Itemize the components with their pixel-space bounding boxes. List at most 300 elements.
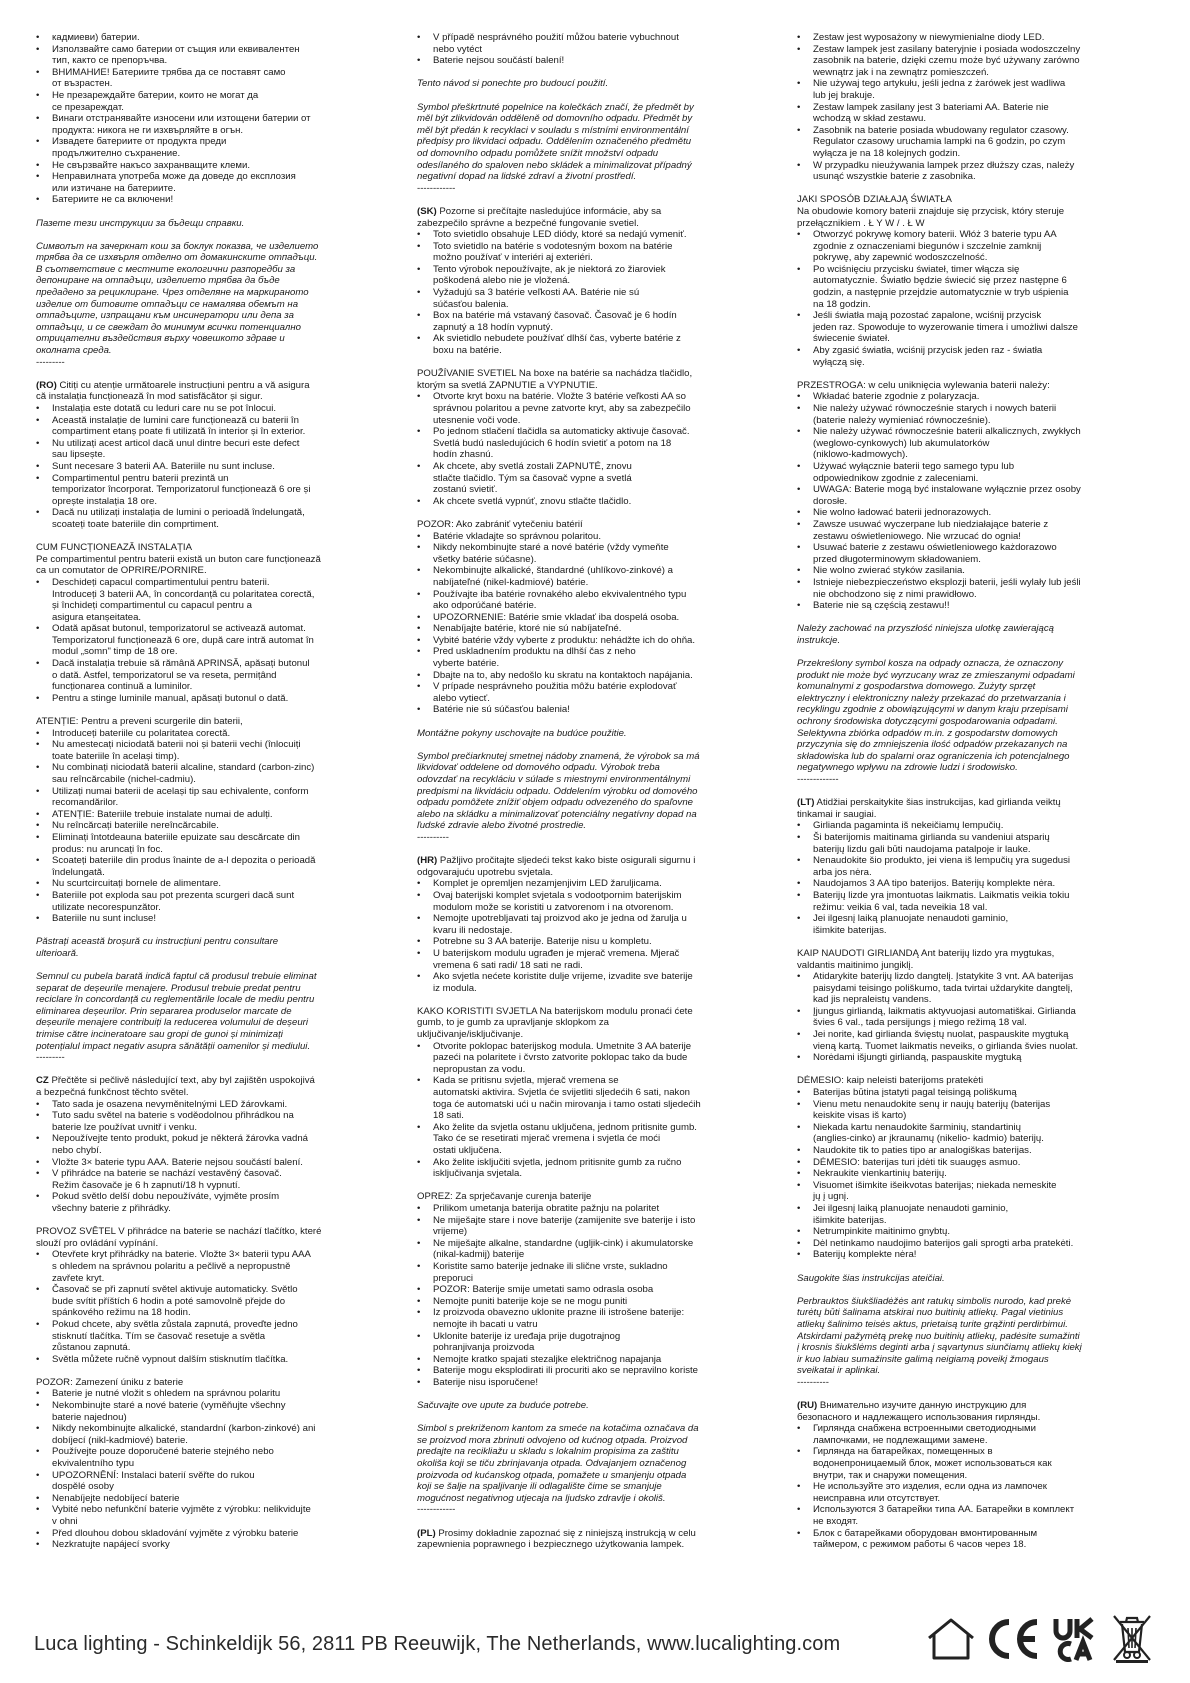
bullet-item [417,287,769,310]
bullet-text: • Nu combinați niciodată baterii alcaline, standard (carbon-zinc) [52,762,315,774]
paragraph-gap [797,1388,1149,1400]
paragraph-gap [36,1064,388,1076]
bullet-text: • Tato sada je osazena nevyměnitelnými LED žárovkami. [52,1098,288,1110]
bullet-continuation: vyberte batérie. [433,658,500,670]
text-column-2 [417,32,769,1592]
italic-note-line: Saugokite šias instrukcijas ateičiai. [797,1272,945,1284]
bullet-text: • Norėdami išjungti girliandą, paspauskite mygtuką [813,1052,1022,1064]
bullet-continuation: от възрастен. [52,78,113,90]
bullet-item [417,496,769,508]
bullet-item [36,1400,388,1423]
bullet-continuation: compartiment etanș poate fi utilizată în interior și în exterior. [52,426,306,438]
bullet-text: • Prilikom umetanja baterija obratite pažnju na polaritet [433,1202,660,1214]
bullet-text: • Deschideți capacul compartimentului pentru baterii. [52,576,270,588]
bullet-text: • Nenaudokite šio produkto, jei viena iš lempučių yra sugedusi [813,855,1071,867]
bullet-text: • Nu reîncărcați bateriile nereîncărcabile. [52,820,219,832]
bullet-item [36,728,388,740]
bullet-item [797,1226,1149,1238]
bullet-item [797,1157,1149,1169]
bullet-item [417,1307,769,1330]
bullet-continuation: sau reîncărcabile (nichel-cadmiu). [52,774,196,785]
bullet-continuation: Režim časovače je 6 h zapnutí/18 h vypnutí. [52,1179,241,1191]
bullet-continuation: przed długoterminowym składowaniem. [813,553,981,565]
bullet-item [36,693,388,705]
bullet-continuation: stisknutí tlačítka. Tím se časovač resetuje a světla [52,1330,266,1342]
language-section-heading [417,206,769,218]
bullet-continuation: utilizate necorespunzător. [52,901,161,913]
bullet-continuation: vrijeme) [433,1226,468,1238]
bullet-continuation: arba jos nėra. [813,866,872,878]
bullet-item [417,623,769,635]
bullet-item [36,507,388,530]
bullet-continuation: v ohni [52,1516,78,1527]
italic-note-line: Atskirdami pažymėtą prekę nuo buitinių atliekų, padėsite sumažinti [797,1330,1080,1342]
bullet-text: • Гирлянда снабжена встроенными светодиодными [813,1423,1036,1435]
text-line: tinkamai ir saugiai. [797,808,877,820]
bullet-text: • Naudokite tik to paties tipo ar analogiškas baterijas. [813,1145,1032,1156]
bullet-continuation: možno používať v interiéri aj exteriéri. [433,252,593,264]
bullet-item [36,90,388,113]
bullet-item [36,473,388,508]
bullet-item [36,762,388,785]
bullet-item [36,1133,388,1156]
italic-note-line: ľudské zdravie alebo životné prostredie. [417,820,587,832]
bullet-continuation: vieną kartą. Tuomet laikmatis neveiks, o girlianda švies nuolat. [813,1040,1079,1052]
bullet-continuation: baterijų lizdu gali būti naudojama patalpoje ir lauke. [813,843,1031,855]
bullet-text: • V prípade nesprávneho použitia môžu batérie explodovať [433,681,677,693]
text-line: zabezpečilo správne a bezpečné fungovanie svetiel. [417,217,639,229]
bullet-item [797,1528,1149,1551]
paragraph-gap [417,1516,769,1528]
bullet-text: • Pred uskladnením produktu na dlhší čas z neho [433,646,636,658]
bullet-continuation: usunąć wszystkie baterie z zasobnika. [813,171,976,183]
bullet-text: • Tento výrobok nepoužívajte, ak je niektorá zo žiaroviek [433,263,666,275]
bullet-item [797,913,1149,936]
bullet-text: • Ne miješajte stare i nove baterije (zamijenite sve baterije i isto [433,1214,696,1226]
bullet-continuation: wyłącza je na 18 kolejnych godzin. [813,147,961,159]
bullet-text: • Baterie nie są częścią zestawu!! [813,600,950,612]
text-line: ---------- [417,831,449,843]
bullet-item [36,1423,388,1446]
bullet-continuation: лампочками, не подлежащими замене. [813,1434,988,1446]
bullet-text: • Eliminați întotdeauna bateriile epuizate sau descărcate din [52,831,300,843]
indoor-house-icon [925,1616,977,1662]
bullet-item [417,1365,769,1377]
bullet-continuation: wyłączą się. [813,356,865,368]
italic-note-line: Tento návod si ponechte pro budoucí použití. [417,78,609,90]
bullet-text: • Įjungus girliandą, laikmatis aktyvuojasi automatiškai. Girlianda [813,1005,1076,1017]
text-column-3 [797,32,1149,1592]
italic-note-line: reciclare în concordanță cu reglementările locale de mediu pentru [36,994,315,1006]
italic-note-line: instrukcje. [797,634,841,646]
bullet-item [797,484,1149,507]
bullet-text: • Използвайте само батерии от същия или еквивалентен [52,43,300,55]
bullet-continuation: asigura etanșeitatea. [52,611,142,623]
bullet-text: • Блок с батарейками оборудован вмонтированным [813,1527,1038,1539]
italic-note-line: turėtų būti šalinama atskirai nuo buitinių atliekų. Pagal vietinius [797,1307,1064,1319]
bullet-text: • Не свързвайте накъсо захранващите клеми. [52,159,251,171]
bullet-continuation: dobíjecí (nikl-kadmiové) baterie. [52,1434,188,1446]
text-line: KAKO KORISTITI SVJETLA Na baterijskom modulu pronaći ćete [417,1005,693,1017]
bullet-item [417,913,769,936]
bullet-text: • Baterijų lizde yra įmontuotas laikmatis. Laikmatis veikia tokiu [813,889,1070,901]
bullet-continuation: ako odporúčané batérie. [433,600,537,612]
bullet-text: • DĖMESIO: baterijas turi įdėti tik suaugęs asmuo. [813,1156,1021,1168]
bullet-continuation: švies 6 val., tada persijungs į miego režimą 18 val. [813,1017,1027,1029]
bullet-text: • Ne miješajte alkalne, standardne (ugljik-cink) i akumulatorske [433,1237,694,1249]
bullet-continuation: všetky batérie súčasne). [433,553,537,565]
bullet-text: • Ši baterijomis maitinama girlianda su vandeniui atsparių [813,831,1050,843]
bullet-text: • Nemojte upotrebljavati taj proizvod ako je jedna od žarulja u [433,913,687,925]
italic-note-line: okoliša koji se tiču zbrinjavanja otpada. Odvajanjem označenog [417,1458,687,1470]
bullet-text: • Jei norite, kad girlianda švięstų nuolat, paspauskite mygtuką [813,1029,1069,1041]
bullet-text: • Dacă instalația trebuie să rămână APRINSĂ, apăsați butonul [52,658,310,670]
bullet-text: • Pokud chcete, aby světla zůstala zapnutá, proveďte jedno [52,1318,298,1330]
bullet-text: • Nekombinujte staré a nové baterie (vyměňujte všechny [52,1400,286,1412]
bullet-continuation: (anglies-cinko) ar įkraunamų (nikelio- kadmio) baterijų. [813,1133,1044,1145]
bullet-continuation: zasobnik na baterie, dzięki czemu może być używany zarówno [813,55,1080,67]
bullet-item [36,1249,388,1284]
bullet-text: • Usuwać baterie z zestawu oświetleniowego każdorazowo [813,542,1057,554]
italic-note-line: отпадъците, изпращани към инсинератори или депа за [36,310,294,322]
bullet-item [36,1528,388,1540]
italic-note-line: proizvoda od kućanskog otpada, pomažete u smanjenju otpada [417,1469,687,1481]
bullet-item [797,577,1149,600]
bullet-item [797,1481,1149,1504]
language-section-heading [417,1528,769,1540]
italic-note-line: recyklingu zgodnie z obowiązującymi w danym kraju przepisami [797,704,1068,716]
bullet-text: • UPOZORNĚNÍ: Instalaci baterií svěřte do rukou [52,1469,255,1481]
bullet-text: • Nepoužívejte tento produkt, pokud je některá žárovka vadná [52,1133,308,1145]
bullet-text: • Această instalație de lumini care funcționează cu baterii în [52,414,299,426]
bullet-text: • Compartimentul pentru baterii prezintă un [52,472,229,484]
italic-note-line: odesílaného do spaloven nebo skládek a minimalizovat případný [417,159,692,171]
bullet-item [797,878,1149,890]
bullet-continuation: pohranjivanja proizvoda [433,1342,535,1354]
language-code: (HR) [417,855,438,867]
italic-note-line: Montážne pokyny uschovajte na budúce použitie. [417,727,627,739]
bullet-continuation: utesnenie voči vode. [433,414,521,426]
language-code: (RU) [797,1400,818,1412]
bullet-text: • Vybité nebo nefunkční baterie vyjměte z výrobku: nelikvidujte [52,1504,311,1516]
bullet-item [417,589,769,612]
bullet-item [797,890,1149,913]
bullet-continuation: тип, както се препоръчва. [52,55,168,67]
bullet-text: • Dacă nu utilizați instalația de lumini o perioadă îndelungată, [52,507,305,519]
paragraph-gap [417,739,769,751]
paragraph-gap [797,786,1149,798]
bullet-continuation: ekvivalentního typu [52,1458,135,1470]
bullet-item [417,310,769,333]
bullet-text: • Odată apăsat butonul, temporizatorul se activează automat. [52,623,306,635]
footer-address: Luca lighting - Schinkeldijk 56, 2811 PB Reeuwijk, The Netherlands, www.lucalighting.com [34,1633,841,1655]
text-line: zapewnienia poprawnego i bezpiecznego użytkowania lampek. [417,1539,685,1551]
bullet-text: • Ako želite isključiti svjetla, jednom pritisnite gumb za ručno [433,1156,682,1168]
bullet-text: • Dėl netinkamo naudojimo baterijos gali sprogti arba pratekėti. [813,1237,1074,1249]
bullet-continuation: alebo vytiecť. [433,692,490,704]
text-line: безопасного и надлежащего использования гирлянды. [797,1411,1041,1423]
bullet-text: • Zasobnik na baterie posiada wbudowany regulator czasowy. [813,124,1069,136]
bullet-item [417,681,769,704]
bullet-item [797,565,1149,577]
bullet-item [36,1168,388,1191]
bullet-text: • Vienu metu nenaudokite senų ir naujų baterijų (baterijas [813,1098,1051,1110]
bullet-item [797,426,1149,461]
bullet-continuation: iz modula. [433,982,477,994]
italic-note-line: Пазете тези инструкции за бъдещи справки. [36,217,245,229]
ce-mark-icon [985,1616,1041,1662]
bullet-text: • Nikdy nekombinujte alkalické, standardní (karbon-zinkové) ani [52,1423,316,1435]
italic-note-line: Selektywna zbiórka odpadów m.in. z gospodarstw domowych [797,727,1058,739]
bullet-text: • Girlianda pagaminta iš nekeičiamų lempučių. [813,820,1004,832]
bullet-item [36,739,388,762]
italic-note-line: negativní dopad na lidské zdraví a životní prostředí. [417,171,637,183]
bullet-continuation: zestawu oświetleniowego. Nie wrzucać do ognia! [813,530,1021,542]
italic-note-line: ulterioară. [36,947,79,959]
bullet-item [36,461,388,473]
bullet-text: • Nekraukite vienkartinių baterijų. [813,1168,947,1180]
italic-note-line: Symbol přeškrtnuté popelnice na kolečkách značí, že předmět by [417,101,694,113]
bullet-text: • Tuto sadu světel na baterie s voděodolnou přihrádkou na [52,1110,294,1122]
language-code: (SK) [417,205,437,217]
bullet-continuation: toga će automatski ući u način mirovanja i tamo ostati sljedećih [433,1098,701,1110]
text-line: przełącznikiem . Ł Y W / . Ł W [797,217,925,229]
paragraph-gap [417,90,769,102]
bullet-continuation: na 18 godzin. [813,298,871,310]
bullet-item [417,1041,769,1076]
bullet-continuation: (niklowo-kadmowych). [813,449,908,461]
paragraph-gap [36,531,388,543]
bullet-item [797,461,1149,484]
text-line: ------------- [797,774,839,785]
bullet-item [417,704,769,716]
italic-note-line: odpadu pomôžete znížiť objem odpadu odvezeného do spaľovne [417,797,693,809]
text-column-1 [36,32,388,1592]
language-section-heading [797,797,1149,809]
bullet-continuation: recomandărilor. [52,797,119,809]
bullet-item [36,913,388,925]
bullet-item [797,125,1149,160]
italic-note-line: Symbol prečiarknutej smetnej nádoby znamená, že výrobok sa má [417,750,700,762]
italic-note-line: alebo na skládku a minimalizovať potenciálny negatívny dopad na [417,808,697,820]
text-line: slouží pro ovládání vypínání. [36,1237,159,1249]
italic-note-line: Păstrați această broșură cu instrucțiuni pentru consultare [36,936,279,948]
bullet-text: • V přihrádce na baterie se nachází vestavěný časovač. [52,1168,282,1180]
bullet-text: • Извадете батериите от продукта преди [52,136,227,148]
bullet-item [36,1388,388,1400]
bullet-item [797,391,1149,403]
bullet-item [36,1319,388,1354]
bullet-text: • UPOZORNENIE: Batérie smie vkladať iba dospelá osoba. [433,611,680,623]
bullet-text: • Dbajte na to, aby nedošlo ku skratu na kontaktoch napájania. [433,669,693,681]
bullet-continuation: automatycznie. Światło będzie świecić się przez następne 6 [813,275,1067,287]
italic-note-line: se proizvod mora zbrinuti odvojeno od kućnog otpada. Proizvod [417,1434,688,1446]
bullet-continuation: zapnutý a 18 hodín vypnutý. [433,321,554,333]
bullet-text: • Sunt necesare 3 baterii AA. Bateriile nu sunt incluse. [52,460,275,472]
text-line: ------------ [417,1504,456,1516]
paragraph-gap [417,194,769,206]
bullet-item [36,1493,388,1505]
bullet-continuation: pokrywę, aby zapewnić wodoszczelność. [813,252,988,264]
bullet-text: • Časovač se při zapnutí světel aktivuje automaticky. Světlo [52,1284,298,1296]
bullet-item [417,670,769,682]
bullet-continuation: stlačte tlačidlo. Tým sa časovač vypne a svetlá [433,472,632,484]
bullet-text: • Koristite samo baterije jednake ili slične vrste, sukladno [433,1260,668,1272]
paragraph-gap [36,1215,388,1227]
bullet-item [417,1203,769,1215]
text-line: ktorým sa svetlá ZAPNUTIE a VYPNUTIE. [417,379,598,391]
bullet-item [36,1191,388,1214]
bullet-continuation: (weglowo-cynkowych) lub akumulatorków [813,437,990,449]
bullet-continuation: išimkite baterijas. [813,1214,887,1226]
bullet-text: • Nezkratujte napájecí svorky [52,1539,170,1551]
bullet-continuation: bude svítit příštích 6 hodin a poté samovolně přejde do [52,1295,286,1307]
paragraph-gap [36,925,388,937]
bullet-continuation: pazeći na polaritete i čvrsto zatvorite poklopac tako da bude [433,1052,688,1064]
text-line: că instalația funcționează în mod satisfăcător și sigur. [36,391,263,403]
text-line: POZOR: Zamezení úniku z baterie [36,1376,184,1388]
bullet-item [417,1157,769,1180]
bullet-item [797,542,1149,565]
bullet-item [797,403,1149,426]
bullet-continuation: produs: nu aruncați în foc. [52,843,163,855]
italic-note-line: mogućnost negativnog utjecaja na ljudsko zdravlje i okoliš. [417,1492,666,1504]
bullet-text: • Světla můžete ručně vypnout dalším stisknutím tlačítka. [52,1353,289,1365]
bullet-item [797,820,1149,832]
heading-text: Citiți cu atenție următoarele instrucțiuni pentru a vă asigura [56,379,310,391]
bullet-text: • Ak svietidlo nebudete používať dlhší čas, vyberte batérie z [433,333,681,345]
heading-text: Pozorne si prečítajte nasledujúce informácie, aby sa [436,205,662,217]
bullet-item [36,786,388,809]
bullet-continuation: (nikal-kadmij) baterije [433,1249,525,1261]
heading-text: Pažljivo pročitajte sljedeći tekst kako biste osigurali sigurnu i [437,855,696,867]
paragraph-gap [797,646,1149,658]
bullet-item [36,1470,388,1493]
bullet-continuation: scoateți toate bateriile din comprtiment. [52,518,219,530]
bullet-text: • Zestaw lampek zasilany jest 3 bateriami AA. Baterie nie [813,101,1049,113]
bullet-item [36,403,388,415]
bullet-item [36,67,388,90]
bullet-text: • Visuomet išimkite išeikvotas baterijas; niekada nemeskite [813,1179,1057,1191]
bullet-item [797,160,1149,183]
italic-note-line: Символът на зачеркнат кош за боклук показва, че изделието [36,240,319,252]
paragraph-gap [797,1261,1149,1273]
text-line: CUM FUNCȚIONEAZĂ INSTALAȚIA [36,542,192,554]
bullet-text: • ВНИМАНИЕ! Батериите трябва да се поставят само [52,66,286,78]
bullet-continuation: o dată. Astfel, temporizatorul se va reseta, permițând [52,669,277,681]
paragraph-gap [36,704,388,716]
bullet-text: • Před dlouhou dobou skladování vyjměte z výrobku baterie [52,1527,299,1539]
language-code: (PL) [417,1527,436,1539]
bullet-item [417,971,769,994]
italic-note-line: отпадъци, и се свеждат до минимум всички потенциално [36,321,301,333]
bullet-text: • Aby zgasić światła, wciśnij przycisk jeden raz - światła [813,345,1043,357]
bullet-continuation: boxu na batérie. [433,345,502,357]
text-line: ca un comutator de OPRIRE/PORNIRE. [36,565,207,577]
bullet-item [36,878,388,890]
paragraph-gap [417,67,769,79]
bullet-continuation: și închideți compartimentul cu capacul pentru a [52,600,252,612]
italic-note-line: Semnul cu pubela barată indică faptul că produsul trebuie eliminat [36,971,317,983]
bullet-continuation: temporizator încorporat. Temporizatorul funcționează 6 ore și [52,484,311,496]
bullet-item [797,1052,1149,1064]
text-line: ---------- [797,1376,829,1388]
text-line: gumb, to je gumb za upravljanje sklopkom za [417,1017,609,1029]
language-section-heading [36,1075,388,1087]
bullet-text: • Винаги отстранявайте износени или изтощени батерии от [52,113,311,125]
bullet-item [36,415,388,438]
bullet-item [797,102,1149,125]
bullet-text: • Atidarykite baterijų lizdo dangtelį. Įstatykite 3 vnt. AA baterijas [813,971,1074,983]
bullet-continuation: jų į ugnį. [813,1191,849,1203]
bullet-item [797,229,1149,264]
text-line: JAKI SPOSÓB DZIAŁAJĄ ŚWIATŁA [797,194,952,206]
language-section-heading [36,380,388,392]
language-section-heading [797,1400,1149,1412]
bullet-text: • Jei ilgesnį laiką planuojate nenaudoti gaminio, [813,913,1009,925]
bullet-text: • Baterijas būtina įstatyti pagal teisingą poliškumą [813,1087,1017,1099]
italic-note-line: potențialul impact negativ asupra sănătății oamenilor și mediului. [36,1040,311,1052]
bullet-item [417,391,769,426]
bullet-item [417,948,769,971]
bullet-text: • Ako svjetla nećete koristite dulje vrijeme, izvadite sve baterije [433,971,693,983]
bullet-continuation: išimkite baterijas. [813,924,887,936]
bullet-continuation: nabíjateľné (nikel-kadmiové) batérie. [433,576,589,588]
bullet-text: • Box na batérie má vstavaný časovač. Časovač je 6 hodín [433,310,677,322]
bullet-text: • Bateriile nu sunt incluse! [52,913,156,925]
bullet-text: • Używać wyłącznie baterii tego samego typu lub [813,460,1015,472]
italic-note-line: negatywnego wpływu na zdrowie ludzi i środowisko. [797,762,1018,774]
text-line: Na obudowie komory baterii znajduje się przycisk, który steruje [797,205,1065,217]
bullet-item [417,1331,769,1354]
bullet-text: • Baterije mogu eksplodirati ili procuriti ako se nepravilno koriste [433,1365,699,1377]
bullet-continuation: nebo vytéct [433,43,483,55]
italic-note-line: Perbrauktos šiukšliadėžės ant ratukų simbolis nurodo, kad prekė [797,1295,1072,1307]
bullet-item [417,1122,769,1157]
italic-note-line: předpisy pro likvidaci odpadu. Oddělením označeného předmětu [417,136,692,148]
bullet-text: • Wkładać baterie zgodnie z polaryzacja. [813,391,980,403]
bullet-continuation: jeden raz. Spowoduje to wyzerowanie timera i umożliwi dalsze [813,321,1079,333]
bullet-item [36,171,388,194]
bullet-text: • Toto svietidlo na batérie s vodotesným boxom na batérie [433,240,673,252]
italic-note-line: отрицателни въздействия върху човешкото здраве и [36,333,285,345]
bullet-continuation: zgodnie z oznaczeniami biegunów i szczelnie zamknij [813,240,1042,252]
paragraph-gap [797,368,1149,380]
bullet-text: • Vybité batérie vždy vyberte z produktu: nehádžte ich do ohňa. [433,634,696,646]
text-line: PRZESTROGA: w celu uniknięcia wylewania baterii należy: [797,379,1050,391]
bullet-text: • Nekombinujte alkalické, štandardné (uhlíkovo-zinkové) a [433,565,673,577]
italic-note-line: Należy zachować na przyszłość niniejsza ulotkę zawierającą [797,623,1055,635]
bullet-text: • Otevřete kryt přihrádky na baterie. Vložte 3× baterii typu AAA [52,1249,311,1261]
bullet-item [797,32,1149,44]
text-line: POZOR: Ako zabrániť vytečeniu batérií [417,518,583,530]
bullet-continuation: wchodzą w skład zestawu. [813,113,927,125]
bullet-text: • Vyžadujú sa 3 batérie veľkosti AA. Batérie nie sú [433,287,640,299]
bullet-continuation: (baterie należy wymieniać równocześnie). [813,414,991,426]
bullet-item [36,136,388,159]
paragraph-gap [797,612,1149,624]
bullet-text: • UWAGA: Baterie mogą być instalowane wyłącznie przez osoby [813,484,1081,496]
italic-note-line: изделие от битовите отпадъци се намалява обемът на [36,298,299,310]
bullet-item [36,1157,388,1169]
bullet-continuation: внутри, так и снаружи помещения. [813,1469,968,1481]
bullet-item [36,832,388,855]
bullet-item [417,878,769,890]
bullet-continuation: kvaru ili nedostaje. [433,924,513,936]
bullet-text: • Батериите не са включени! [52,194,174,206]
italic-note-line: komunalnymi z gospodarstwa domowego. Zużyty sprzęt [797,681,1036,693]
bullet-continuation: s ohledem na správnou polaritu a pečlivě a nepropustně [52,1260,291,1272]
